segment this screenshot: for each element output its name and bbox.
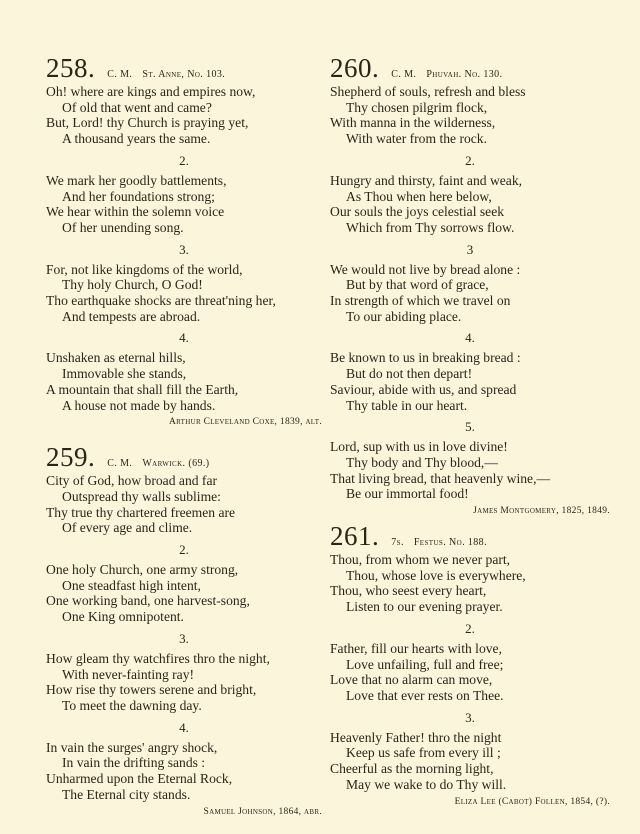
verse-line: One holy Church, one army strong, xyxy=(46,562,239,578)
left-column xyxy=(46,52,322,819)
stanza xyxy=(46,651,322,714)
verse-line: But by that word of grace, xyxy=(346,277,489,293)
stanza-number: 3 xyxy=(466,241,474,257)
verse-line: But do not then depart! xyxy=(346,366,473,382)
verse-line: One King omnipotent. xyxy=(62,609,184,625)
verse-line: Oh! where are kings and empires now, xyxy=(46,84,256,99)
verse-line: Thou, from whom we never part, xyxy=(330,552,511,568)
verse-line: A house not made by hands. xyxy=(62,397,216,413)
stanza xyxy=(330,262,610,325)
meter: C. M. xyxy=(107,69,133,80)
verse-line: Tho earthquake shocks are threat'ning her, xyxy=(46,293,276,309)
verse-line: Love unfailing, full and free; xyxy=(346,656,504,672)
tune: Festus. No. 188. xyxy=(413,537,487,549)
stanza xyxy=(46,740,322,803)
author-attribution: Arthur Cleveland Coxe, 1839, alt. xyxy=(168,417,322,428)
verse-line: Be known to us in breaking bread : xyxy=(330,350,521,366)
verse-line: Thou, who seest every heart, xyxy=(330,583,487,599)
verse-line: Our souls the joys celestial seek xyxy=(330,204,505,220)
hymn-header xyxy=(46,52,322,84)
stanza-number: 4. xyxy=(465,330,475,346)
verse-line: Listen to our evening prayer. xyxy=(346,599,503,615)
verse-line: In vain the drifting sands : xyxy=(62,755,206,771)
verse-line: Keep us safe from every ill ; xyxy=(346,745,501,761)
stanza xyxy=(46,473,322,536)
verse-line: One working band, one harvest-song, xyxy=(46,593,250,609)
hymn-number: 260. xyxy=(330,53,380,83)
right-column xyxy=(330,52,610,809)
verse-line: Outspread thy walls sublime: xyxy=(62,488,221,504)
verse-line: Unharmed upon the Eternal Rock, xyxy=(46,771,233,787)
verse-line: Heavenly Father! thro the night xyxy=(330,729,502,745)
stanza-number: 2. xyxy=(465,152,475,168)
verse-line: With manna in the wilderness, xyxy=(330,115,496,131)
verse-line: Thy table in our heart. xyxy=(346,397,468,413)
meter: C. M. xyxy=(391,69,417,80)
stanza xyxy=(46,84,322,147)
hymn-header xyxy=(46,441,322,473)
verse-line: One steadfast high intent, xyxy=(62,577,201,593)
stanza-number: 3. xyxy=(179,630,189,646)
tune: Phuvah. No. 130. xyxy=(426,69,503,80)
verse-line: Cheerful as the morning light, xyxy=(330,761,494,777)
hymn-number: 259. xyxy=(46,442,96,473)
hymn-header xyxy=(330,520,610,552)
hymn-header xyxy=(330,52,610,84)
author-attribution: Eliza Lee (Cabot) Follen, 1854, (?). xyxy=(454,796,610,807)
stanza-number: 3. xyxy=(179,241,189,257)
verse-line: With never-fainting ray! xyxy=(62,666,195,682)
verse-line: How gleam thy watchfires thro the night, xyxy=(46,650,270,666)
stanza xyxy=(46,562,322,625)
stanza-number: 2. xyxy=(179,542,189,558)
hymn-meta xyxy=(107,69,235,80)
verse-line: As Thou when here below, xyxy=(346,188,492,204)
stanza xyxy=(46,350,322,413)
stanza-number: 5. xyxy=(465,419,475,435)
verse-line: That living bread, that heavenly wine,— xyxy=(330,470,551,486)
verse-line: Thy holy Church, O God! xyxy=(62,277,203,293)
hymn-meta xyxy=(107,458,219,469)
verse-line: Father, fill our hearts with love, xyxy=(330,640,502,656)
stanza xyxy=(46,173,322,236)
verse-line: Thy true thy chartered freemen are xyxy=(46,504,236,520)
stanza xyxy=(330,552,610,615)
verse-line: For, not like kingdoms of the world, xyxy=(46,261,243,277)
verse-line: Immovable she stands, xyxy=(62,366,187,382)
stanza xyxy=(330,641,610,704)
hymn-meta xyxy=(391,537,497,548)
verse-line: Of every age and clime. xyxy=(62,520,193,536)
verse-line: Which from Thy sorrows flow. xyxy=(346,219,515,235)
stanza xyxy=(330,730,610,793)
verse-line: Saviour, abide with us, and spread xyxy=(330,381,517,397)
verse-line: We mark her goodly battlements, xyxy=(46,172,227,188)
hymn-number: 258. xyxy=(46,53,96,83)
verse-line: In vain the surges' angry shock, xyxy=(46,739,218,755)
stanza xyxy=(330,173,610,236)
verse-line: Lord, sup with us in love divine! xyxy=(330,439,508,455)
verse-line: We hear within the solemn voice xyxy=(46,204,225,220)
verse-line: Hungry and thirsty, faint and weak, xyxy=(330,172,523,188)
verse-line: Thy body and Thy blood,— xyxy=(346,454,498,470)
verse-line: Of old that went and came? xyxy=(62,99,212,115)
meter: 7s. xyxy=(391,537,404,549)
verse-line: How rise thy towers serene and bright, xyxy=(46,682,257,698)
hymn-261 xyxy=(330,520,610,808)
verse-line: Unshaken as eternal hills, xyxy=(46,350,186,366)
tune: Warwick. (69.) xyxy=(142,458,210,470)
tune: St. Anne, No. 103. xyxy=(142,69,226,80)
verse-line: Be our immortal food! xyxy=(346,486,469,502)
meter: C. M. xyxy=(107,458,133,470)
stanza xyxy=(330,84,610,147)
verse-line: To our abiding place. xyxy=(346,308,462,324)
verse-line: May we wake to do Thy will. xyxy=(346,776,507,792)
verse-line: In strength of which we travel on xyxy=(330,293,511,309)
verse-line: A thousand years the same. xyxy=(62,131,211,147)
verse-line: The Eternal city stands. xyxy=(62,786,191,802)
verse-line: Thy chosen pilgrim flock, xyxy=(346,99,488,115)
hymn-258 xyxy=(46,52,322,429)
stanza-number: 3. xyxy=(465,709,475,725)
stanza xyxy=(46,262,322,325)
stanza-number: 2. xyxy=(465,620,475,636)
verse-line: With water from the rock. xyxy=(346,131,488,147)
hymn-number: 261. xyxy=(330,521,380,552)
stanza-number: 4. xyxy=(179,719,189,735)
hymn-meta xyxy=(391,69,512,80)
verse-line: And tempests are abroad. xyxy=(62,308,201,324)
stanza-number: 4. xyxy=(179,330,189,346)
author-attribution: Samuel Johnson, 1864, abr. xyxy=(203,806,322,817)
stanza xyxy=(330,439,610,502)
verse-line: Love that ever rests on Thee. xyxy=(346,687,504,703)
stanza-number: 2. xyxy=(179,152,189,168)
verse-line: Of her unending song. xyxy=(62,219,184,235)
verse-line: Thou, whose love is everywhere, xyxy=(346,567,526,583)
verse-line: We would not live by bread alone : xyxy=(330,261,521,277)
hymn-260 xyxy=(330,52,610,518)
hymn-259 xyxy=(46,441,322,818)
verse-line: Love that no alarm can move, xyxy=(330,672,493,688)
stanza xyxy=(330,350,610,413)
verse-line: A mountain that shall fill the Earth, xyxy=(46,381,239,397)
verse-line: And her foundations strong; xyxy=(62,188,215,204)
verse-line: But, Lord! thy Church is praying yet, xyxy=(46,115,249,131)
verse-line: To meet the dawning day. xyxy=(62,697,202,713)
verse-line: City of God, how broad and far xyxy=(46,473,218,489)
verse-line: Shepherd of souls, refresh and bless xyxy=(330,84,526,99)
author-attribution: James Montgomery, 1825, 1849. xyxy=(473,506,610,517)
